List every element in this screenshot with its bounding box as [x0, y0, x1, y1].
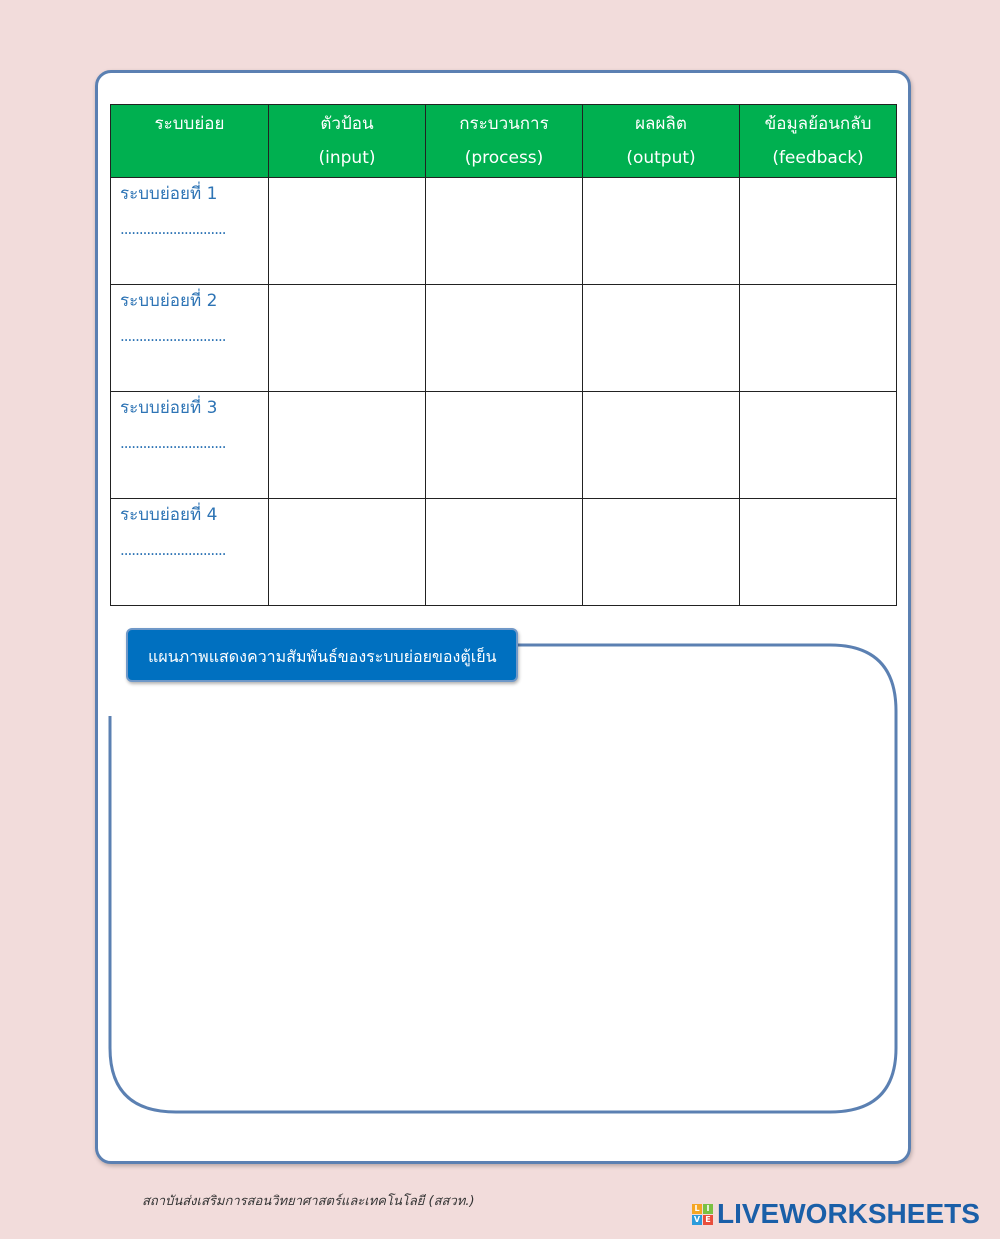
logo-letter-e: E — [703, 1215, 713, 1225]
feedback-cell-4[interactable] — [740, 499, 897, 606]
logo-letter-l: L — [692, 1204, 702, 1214]
output-cell-1[interactable] — [583, 178, 740, 285]
feedback-cell-2[interactable] — [740, 285, 897, 392]
table-row — [111, 392, 897, 499]
table-row — [111, 285, 897, 392]
subsystem-label-1: ระบบย่อยที่ 1 — [120, 184, 218, 204]
subsystem-label-4: ระบบย่อยที่ 4 — [120, 505, 218, 525]
liveworksheets-wordmark: LIVEWORKSHEETS — [717, 1198, 980, 1229]
header-subsystem — [111, 105, 269, 178]
header-feedback-line1: ข้อมูลย้อนกลับ — [764, 114, 872, 134]
table-header-row — [111, 105, 897, 178]
process-cell-1[interactable] — [426, 178, 583, 285]
header-feedback-line2: (feedback) — [772, 148, 864, 168]
footer-credit: สถาบันส่งเสริมการสอนวิทยาศาสตร์และเทคโนโลยี (สสวท.) — [142, 1194, 475, 1209]
liveworksheets-logo-icon — [692, 1204, 713, 1225]
table-row — [111, 499, 897, 606]
header-process-line1: กระบวนการ — [459, 114, 549, 134]
header-feedback — [740, 105, 897, 178]
feedback-cell-1[interactable] — [740, 178, 897, 285]
header-input-line1: ตัวป้อน — [320, 114, 374, 134]
header-process — [426, 105, 583, 178]
process-cell-2[interactable] — [426, 285, 583, 392]
diagram-drawing-area[interactable] — [100, 636, 906, 1122]
output-cell-3[interactable] — [583, 392, 740, 499]
header-input — [269, 105, 426, 178]
subsystem-label-3: ระบบย่อยที่ 3 — [120, 398, 218, 418]
subsystem-name-blank-2[interactable]: ............................ — [120, 327, 226, 345]
table-row — [111, 178, 897, 285]
header-output-line1: ผลผลิต — [635, 114, 687, 134]
header-output-line2: (output) — [626, 148, 696, 168]
subsystem-name-blank-3[interactable]: ............................ — [120, 434, 226, 452]
feedback-cell-3[interactable] — [740, 392, 897, 499]
subsystem-cell-3[interactable] — [111, 392, 269, 499]
header-subsystem-line2 — [111, 141, 268, 175]
input-cell-3[interactable] — [269, 392, 426, 499]
liveworksheets-brand — [692, 1198, 980, 1230]
subsystem-table — [110, 104, 897, 606]
subsystem-cell-4[interactable] — [111, 499, 269, 606]
input-cell-1[interactable] — [269, 178, 426, 285]
header-output — [583, 105, 740, 178]
subsystem-cell-2[interactable] — [111, 285, 269, 392]
output-cell-4[interactable] — [583, 499, 740, 606]
diagram-frame — [110, 645, 896, 1112]
process-cell-3[interactable] — [426, 392, 583, 499]
subsystem-name-blank-4[interactable]: ............................ — [120, 541, 226, 559]
header-subsystem-line1: ระบบย่อย — [154, 114, 225, 134]
subsystem-name-blank-1[interactable]: ............................ — [120, 220, 226, 238]
process-cell-4[interactable] — [426, 499, 583, 606]
logo-letter-i: I — [703, 1204, 713, 1214]
header-process-line2: (process) — [464, 148, 544, 168]
header-input-line2: (input) — [318, 148, 376, 168]
output-cell-2[interactable] — [583, 285, 740, 392]
subsystem-label-2: ระบบย่อยที่ 2 — [120, 291, 218, 311]
input-cell-2[interactable] — [269, 285, 426, 392]
logo-letter-v: V — [693, 1214, 701, 1224]
subsystem-cell-1[interactable] — [111, 178, 269, 285]
diagram-title: แผนภาพแสดงความสัมพันธ์ของระบบย่อยของตู้เย็น — [126, 628, 518, 682]
input-cell-4[interactable] — [269, 499, 426, 606]
